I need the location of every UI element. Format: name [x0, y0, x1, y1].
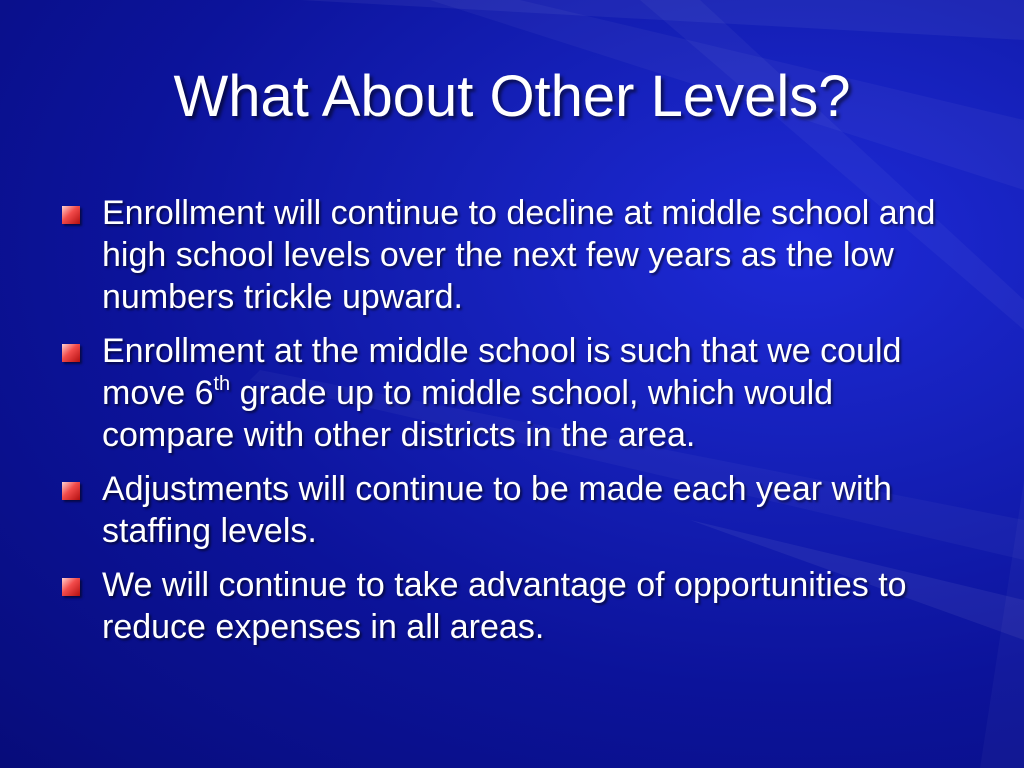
square-bullet-icon: [62, 344, 80, 362]
bullet-text-part: grade up to middle school, which would compare with other districts in the area.: [102, 374, 834, 454]
square-bullet-icon: [62, 206, 80, 224]
bullet-item: [62, 330, 967, 456]
bullet-item: [62, 468, 967, 552]
bullet-list: [62, 192, 967, 660]
bullet-text: Adjustments will continue to be made each year with staffing levels.: [102, 470, 892, 550]
square-bullet-icon: [62, 578, 80, 596]
bullet-text: [102, 332, 901, 454]
slide-title: What About Other Levels?: [173, 64, 851, 129]
ordinal-superscript: th: [213, 373, 231, 395]
bullet-item: [62, 192, 967, 318]
bullet-text-part: Enrollment at the middle school is such that we could move 6: [102, 332, 902, 412]
bullet-text: We will continue to take advantage of opportunities to reduce expenses in all areas.: [102, 566, 907, 646]
bullet-text: Enrollment will continue to decline at middle school and high school levels over the next few years as the low numbers trickle upward.: [102, 194, 936, 316]
square-bullet-icon: [62, 482, 80, 500]
bullet-item: [62, 564, 967, 648]
